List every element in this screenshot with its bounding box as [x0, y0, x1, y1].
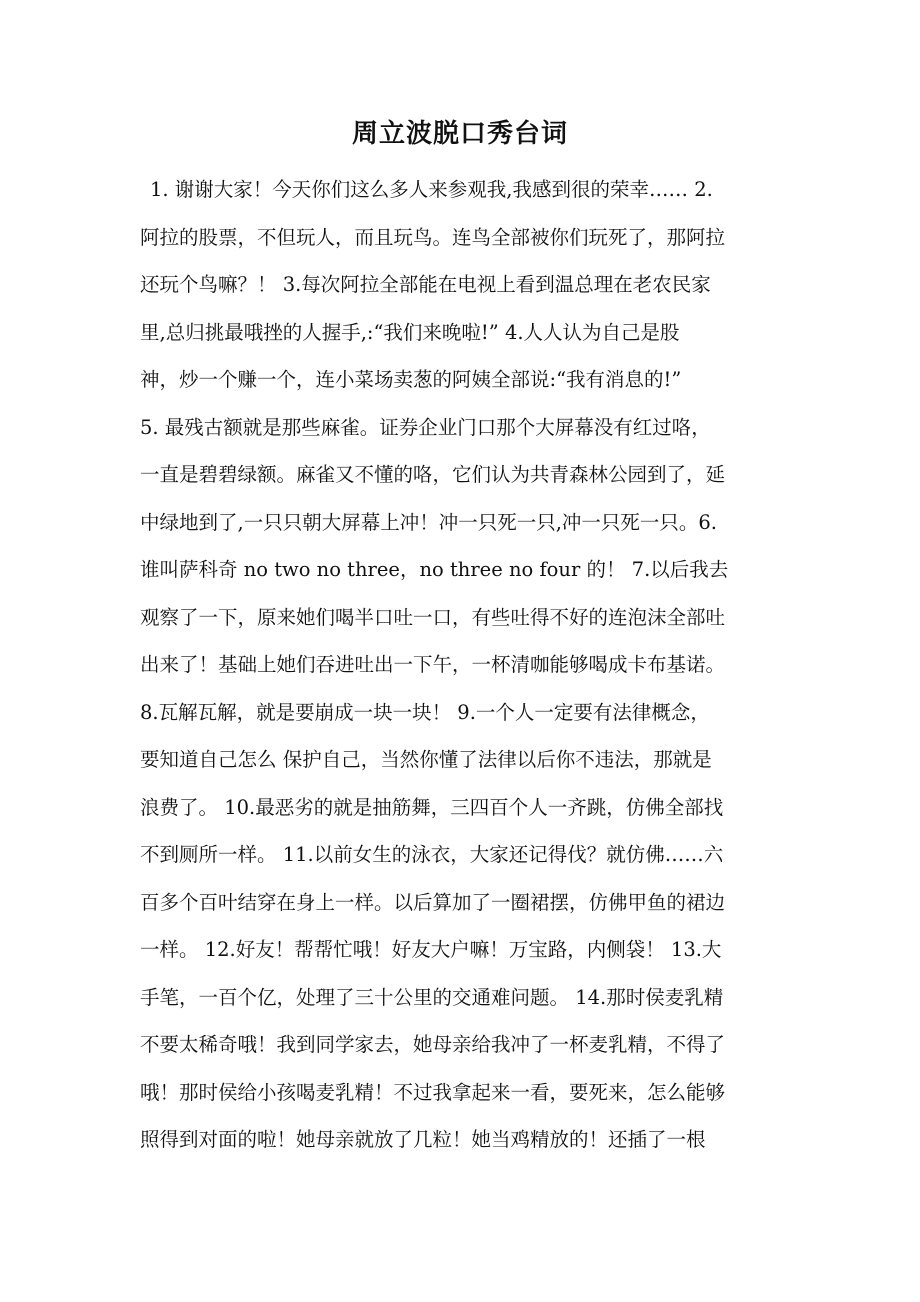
text-line: 不要太稀奇哦！我到同学家去，她母亲给我冲了一杯麦乳精，不得了 — [140, 1033, 726, 1056]
text-line: 还玩个鸟嘛？！ 3.每次阿拉全部能在电视上看到温总理在老农民家 — [140, 273, 711, 296]
text-line: 不到厕所一样。 11.以前女生的泳衣，大家还记得伐？就仿佛……六 — [140, 843, 724, 866]
text-line: 手笔，一百个亿，处理了三十公里的交通难问题。 14.那时侯麦乳精 — [140, 985, 724, 1009]
document-body — [140, 166, 820, 1164]
text-line: 要知道自己怎么 保护自己，当然你懂了法律以后你不违法，那就是 — [140, 748, 712, 771]
text-line: 里,总归挑最哦挫的人握手,:“我们来晚啦!” 4.人人认为自己是股 — [140, 320, 680, 344]
text-line: 一样。 12.好友！帮帮忙哦！好友大户嘛！万宝路，内侧袋！ 13.大 — [140, 938, 722, 961]
text-line: 谁叫萨科奇 no two no three，no three no four 的！ 7.以后我去 — [140, 558, 729, 581]
document-title: 周立波脱口秀台词 — [351, 119, 568, 149]
text-line: 1. 谢谢大家！今天你们这么多人来参观我,我感到很的荣幸…… 2. — [150, 178, 713, 201]
text-line: 一直是碧碧绿额。麻雀又不懂的咯，它们认为共青森林公园到了，延 — [140, 463, 726, 486]
text-line: 观察了一下，原来她们喝半口吐一口，有些吐得不好的连泡沫全部吐 — [140, 605, 726, 629]
text-line: 出来了！基础上她们吞进吐出一下午，一杯清咖能够喝成卡布基诺。 — [140, 653, 726, 676]
text-line: 中绿地到了,一只只朝大屏幕上冲！冲一只死一只,冲一只死一只。6. — [140, 510, 718, 534]
text-line: 哦！那时侯给小孩喝麦乳精！不过我拿起来一看，要死来，怎么能够 — [140, 1080, 726, 1104]
text-line: 阿拉的股票，不但玩人，而且玩鸟。连鸟全部被你们玩死了，那阿拉 — [140, 225, 726, 249]
text-line: 照得到对面的啦！她母亲就放了几粒！她当鸡精放的！还插了一根 — [140, 1128, 706, 1151]
text-line: 百多个百叶结穿在身上一样。以后算加了一圈裙摆，仿佛甲鱼的裙边 — [140, 890, 726, 914]
text-line: 8.瓦解瓦解，就是要崩成一块一块！ 9.一个人一定要有法律概念， — [140, 700, 710, 724]
text-line: 神，炒一个赚一个，连小菜场卖葱的阿姨全部说:“我有消息的!” — [140, 368, 682, 391]
text-line: 5. 最残古额就是那些麻雀。证券企业门口那个大屏幕没有红过咯， — [140, 415, 711, 439]
text-line: 浪费了。 10.最恶劣的就是抽筋舞，三四百个人一齐跳，仿佛全部找 — [140, 795, 724, 819]
